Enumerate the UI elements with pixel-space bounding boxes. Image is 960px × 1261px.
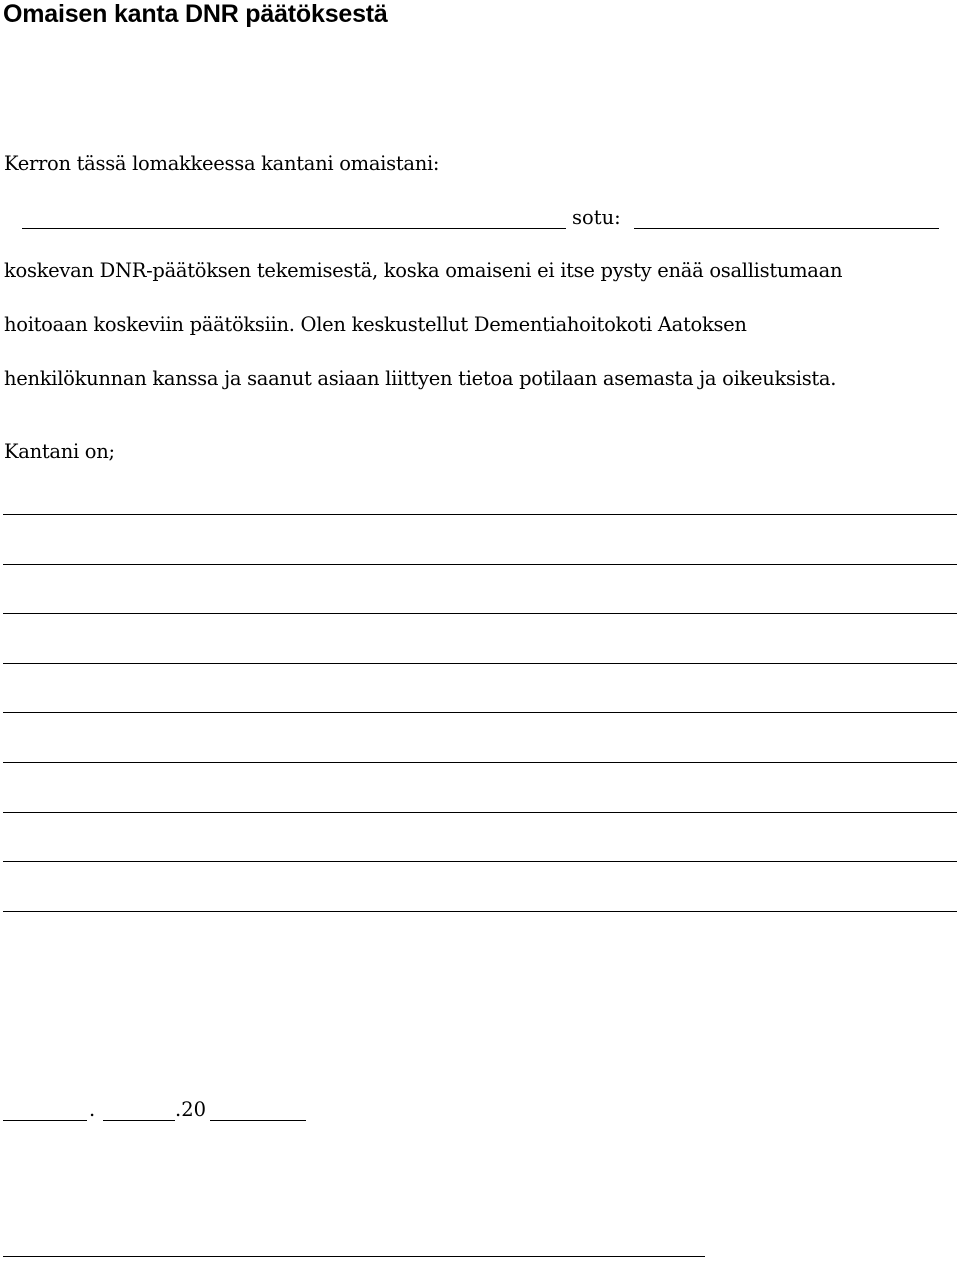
paragraph-line-2: hoitoaan koskeviin päätöksiin. Olen keskustellut Dementiahoitokoti Aatoksen: [4, 313, 747, 336]
stance-line[interactable]: [3, 514, 957, 515]
date-month-line[interactable]: [103, 1120, 175, 1121]
stance-line[interactable]: [3, 663, 957, 664]
date-separator: .: [89, 1098, 96, 1121]
stance-line[interactable]: [3, 564, 957, 565]
date-year-prefix: .20: [175, 1098, 207, 1121]
date-year-line[interactable]: [210, 1120, 306, 1121]
intro-text: Kerron tässä lomakkeessa kantani omaistani:: [4, 152, 440, 175]
sotu-line[interactable]: [634, 228, 939, 229]
date-day-line[interactable]: [3, 1120, 87, 1121]
sotu-label: sotu:: [572, 206, 621, 229]
stance-line[interactable]: [3, 812, 957, 813]
paragraph-line-1: koskevan DNR-päätöksen tekemisestä, koska omaiseni ei itse pysty enää osallistumaan: [4, 259, 843, 282]
stance-line[interactable]: [3, 762, 957, 763]
page-title: Omaisen kanta DNR päätöksestä: [3, 0, 388, 28]
signature-line[interactable]: [3, 1256, 705, 1257]
stance-line[interactable]: [3, 861, 957, 862]
paragraph-line-3: henkilökunnan kanssa ja saanut asiaan liittyen tietoa potilaan asemasta ja oikeuksista.: [4, 367, 837, 390]
stance-line[interactable]: [3, 911, 957, 912]
stance-label: Kantani on;: [4, 440, 115, 463]
stance-line[interactable]: [3, 613, 957, 614]
relative-name-line[interactable]: [22, 228, 566, 229]
stance-line[interactable]: [3, 712, 957, 713]
